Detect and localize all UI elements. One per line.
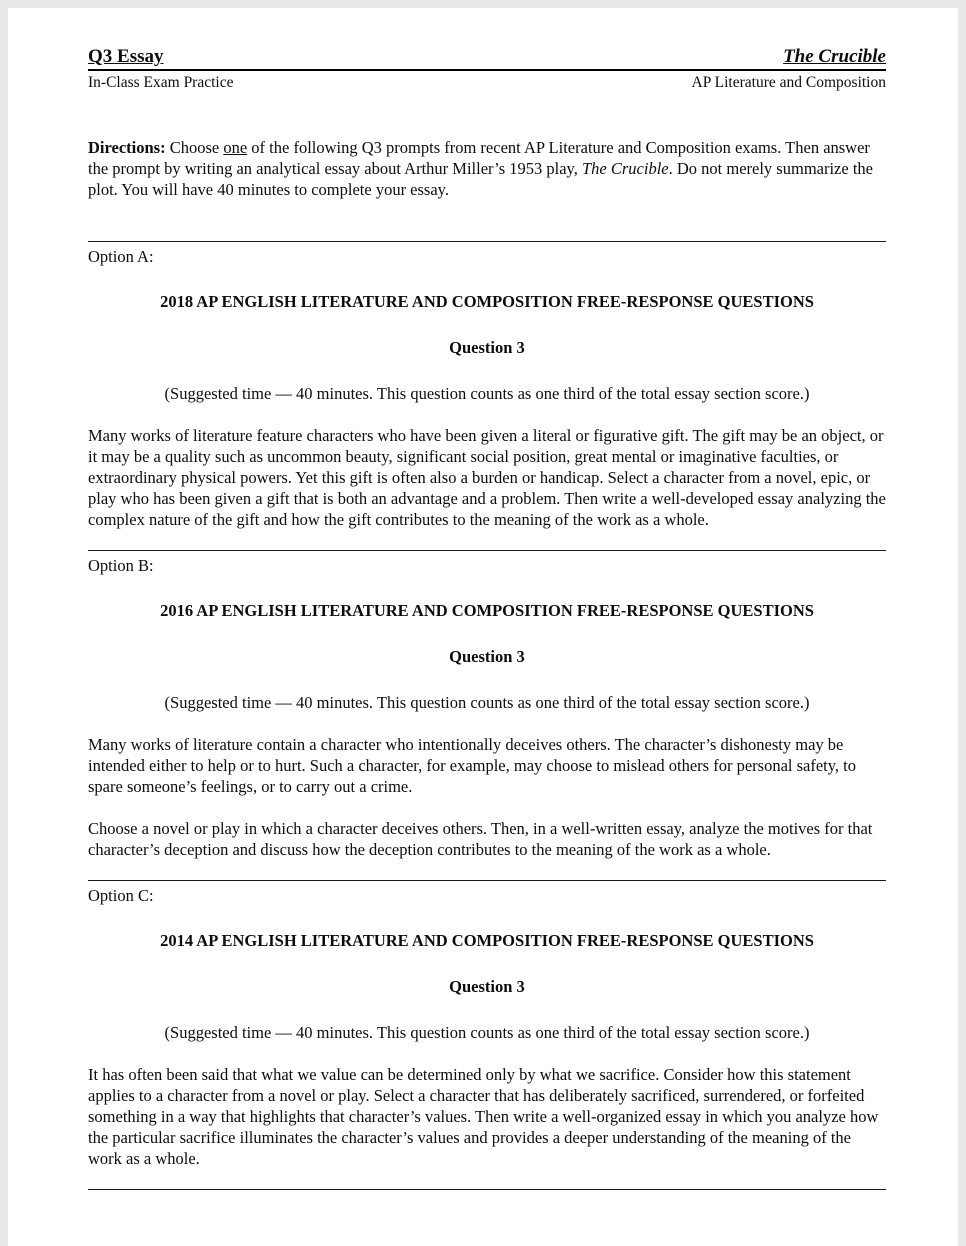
separator-line	[88, 1189, 886, 1190]
option-c-prompt: It has often been said that what we value can be determined only by what we sacrifice. Consider how this statement applies to a character from a novel or play. Select a character that has deliberately sacrificed, surrendered, or forfeited something in a way that highlights that character’s values. Then write a well-organized essay in which you analyze how the particular sacrifice illuminates the character’s values and provides a deeper understanding of the meaning of the work as a whole.	[88, 1065, 879, 1168]
option-a-time-note: (Suggested time — 40 minutes. This question counts as one third of the total essay section score.)	[164, 384, 810, 403]
option-b-question-heading: Question 3	[449, 647, 525, 666]
option-a-prompt: Many works of literature feature characters who have been given a literal or figurative gift. The gift may be an object, or it may be a quality such as uncommon beauty, significant social position, great mental or imaginative faculties, or extraordinary physical powers. Yet this gift is often also a burden or handicap. Select a character from a novel, epic, or play who has been given a gift that is both an advantage and a problem. Then write a well-developed essay analyzing the complex nature of the gift and how the gift contributes to the meaning of the work as a whole.	[88, 426, 886, 529]
option-b-label: Option B:	[88, 556, 154, 575]
page-subheader	[88, 74, 886, 92]
option-b-prompt-part-2: Choose a novel or play in which a character deceives others. Then, in a well-written essay, analyze the motives for that character’s deception and discuss how the deception contributes to the meaning of the work as a whole.	[88, 819, 873, 859]
directions-paragraph: Directions: Choose one of the following Q3 prompts from recent AP Literature and Composition exams. Then answer the prompt by writing an analytical essay about Arthur Miller’s 1953 play, The Crucible. Do not merely summarize the plot. You will have 40 minutes to complete your essay.	[88, 138, 873, 199]
document-page	[8, 8, 958, 1246]
option-b-exam-title: 2016 AP ENGLISH LITERATURE AND COMPOSITION FREE-RESPONSE QUESTIONS	[160, 601, 814, 620]
option-c-time-note: (Suggested time — 40 minutes. This question counts as one third of the total essay section score.)	[164, 1023, 810, 1042]
option-b-time-note: (Suggested time — 40 minutes. This question counts as one third of the total essay section score.)	[164, 693, 810, 712]
header-title-right: The Crucible	[783, 46, 886, 67]
header-subtitle-right: AP Literature and Composition	[691, 74, 886, 91]
separator-line	[88, 241, 886, 242]
option-a-question-heading: Question 3	[449, 338, 525, 357]
option-a-label: Option A:	[88, 247, 154, 266]
option-c-label: Option C:	[88, 886, 154, 905]
option-c-question-heading: Question 3	[449, 977, 525, 996]
option-c-exam-title: 2014 AP ENGLISH LITERATURE AND COMPOSITION FREE-RESPONSE QUESTIONS	[160, 931, 814, 950]
page-header	[88, 46, 886, 71]
option-a-exam-title: 2018 AP ENGLISH LITERATURE AND COMPOSITION FREE-RESPONSE QUESTIONS	[160, 292, 814, 311]
separator-line	[88, 550, 886, 551]
option-b-prompt-part-1: Many works of literature contain a character who intentionally deceives others. The character’s dishonesty may be intended either to help or to hurt. Such a character, for example, may choose to mislead others for personal safety, to spare someone’s feelings, or to carry out a crime.	[88, 735, 857, 796]
separator-line	[88, 880, 886, 881]
header-title-left: Q3 Essay	[88, 46, 164, 67]
header-subtitle-left: In-Class Exam Practice	[88, 74, 234, 91]
